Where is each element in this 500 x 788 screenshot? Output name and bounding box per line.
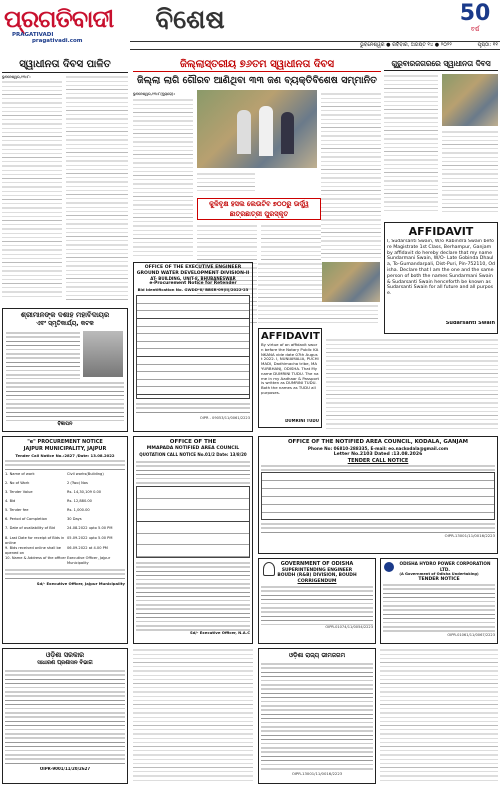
anniv-sub: ବର୍ଷ — [470, 26, 480, 33]
left-story-dateline: ଭୁବନେଶ୍ୱର,୧୩।୮: — [2, 75, 31, 79]
tender-gwdd-notice: e-Procurement Notice for Retender — [149, 281, 237, 286]
affidavit-mid-body: By virtue of an affidavit sworn before the Notary Public KANKANA vide date 07th August 2022. I, NUNIAMALIA, PUCHIMADI, Dadhimacha tribe, MAYURBHANJ, ODISHA. That My name DUMRINI TUDU. The name in my Aadhaar & Passport is written as DUMRINI TUDU. Both the names as TUDU all purposes. — [261, 343, 319, 395]
lead-story — [133, 58, 381, 258]
section-title: ବିଶେଷ — [155, 5, 225, 35]
tender-gwdd-terms — [136, 402, 250, 416]
hydro-tender — [380, 558, 498, 644]
date-bar — [130, 41, 500, 50]
tender-mmpada — [133, 436, 253, 644]
left-story-col1 — [2, 80, 62, 300]
mmpada-terms — [136, 561, 250, 631]
jajpur-item: 2. No of Work 2 (Two) Nos — [5, 481, 88, 485]
logo — [4, 4, 122, 44]
govt-title: GOVERNMENT OF ODISHA — [280, 561, 354, 567]
affidavit-right-sign: Sudarsanti Swain — [445, 321, 495, 326]
affidavit-right-title: AFFIDAVIT — [408, 225, 474, 238]
tender-gwdd — [133, 262, 253, 432]
logo-text: ପ୍ରଗତିବାଦୀ — [4, 4, 114, 33]
jajpur-sign: Sd/- Executive Officer, Jajpur Municipality — [36, 582, 125, 586]
bl-foot: OIPR-9001/11/20/2627 — [39, 767, 91, 771]
right-story-headline: ଗୁରୁବାରଜଗରରେ ସ୍ୱାଧୀନତା ଦିବସ — [384, 58, 498, 71]
jajpur-item: 8. Last Date for receipt of Bids in online 05.09.2022 upto 5.00 PM — [5, 536, 113, 545]
bm-foot: OIPR-13001/11/0016/2223 — [291, 772, 343, 776]
obituary-portrait — [83, 331, 123, 377]
govt-foot: OIPR-01074/11/0054/2223 — [325, 624, 373, 629]
lead-col1 — [133, 98, 193, 258]
right-col2 — [442, 130, 498, 214]
govt-odisha-ad — [258, 558, 376, 644]
govt-circle: BOUDH (R&B) DIVISION, BOUDH — [277, 573, 357, 578]
tender-gwdd-office: OFFICE OF THE EXECUTIVE ENGINEER — [144, 265, 242, 270]
bottom-mid-text — [133, 648, 253, 784]
anniv-number: 50 — [459, 1, 491, 26]
tender-gwdd-bid: Bid Identification No. GWDD-II/ BBSR-09(ii)/2022-23 — [137, 286, 249, 292]
jajpur-title: "e" PROCUREMENT NOTICE — [27, 439, 103, 445]
lead-col3 — [321, 92, 381, 258]
jajpur-item: 5. Tender fee Rs. 1,000.00 — [5, 508, 90, 512]
left-story-headline: ସ୍ୱାଧୀନତା ଦିବସ ପାଳିତ — [2, 58, 128, 73]
obituary-ad — [2, 308, 128, 432]
jajpur-items — [5, 472, 125, 566]
govt-body — [261, 585, 373, 625]
kodala-phone: Phone No: 06810-288335, E-mail: eo.nackodala@gmail.com — [307, 446, 449, 451]
mmpada-office: OFFICE OF THE — [169, 439, 217, 445]
mmpada-table — [136, 486, 250, 558]
tender-gwdd-foot: OIPR - 09053/11/0061/2223 — [199, 415, 250, 420]
logo-sub: PRAGATIVADI — [12, 32, 54, 38]
left-story — [2, 58, 128, 304]
tender-gwdd-addr: AT- BUILDING, UNIT-8, BHUBANESWAR — [150, 276, 236, 281]
left-story-col2 — [66, 75, 128, 300]
bm-title: ଓଡ଼ିଶା ରାଜ୍ୟ ଭୀମଜଗମ — [288, 652, 346, 659]
bl-sub: ସାଧାରଣ ପ୍ରଶାସନ ବିଭାଗ — [37, 660, 93, 666]
affidavit-right-body: I, Sudarsanti Swain, W/o Rabindra Swain before Magistrate 1st Class, Berhampur, Ganjam by affidavit do hereby declare that my name Sundarmani Swain, W/O- Late Gobinda Dhaula, To-Gumandarpali, Dist-Puri, Pin-752110, Odisha. Declare that I am the one and the same person of both the names Sundarmani Swain & Sudarsanti Swain henceforth be known as Sudarsanti Swain for all future and all purpose. — [387, 239, 495, 297]
jajpur-item: 9. Bids received online shall be opened on 06.09.2022 at 4.00 PM — [5, 546, 108, 555]
affidavit-right — [384, 222, 498, 334]
hydro-foot: OIPR-01061/11/0067/2223 — [447, 633, 495, 637]
bl-body — [5, 669, 125, 767]
lead-col2 — [197, 172, 255, 192]
jajpur-item: 3. Tender Value Rs. 14,30,109 0.00 — [5, 490, 102, 494]
right-body-text — [326, 338, 498, 432]
kodala-terms — [261, 522, 495, 534]
bottom-right-text — [380, 648, 498, 784]
affidavit-mid-title: AFFIDAVIT — [261, 331, 320, 342]
jajpur-item: 1. Name of work Civil works(Building) — [5, 472, 104, 476]
page-number: ପୃଷ୍ଠା: ୧୧ — [477, 42, 498, 48]
tender-gwdd-dept: GROUND WATER DEVELOPMENT DIVISION-II — [136, 270, 250, 276]
jajpur-item: 7. Date of availability of Bid 24.08.2022 upto 5.00 PM — [5, 526, 113, 530]
lead-headline: ଜିଲ୍ଲା ଲାଗି ଗୌରବ ଆଣିଥିବା ୩୩ ଜଣ ବ୍ୟକ୍ତିବିଶେଷ ସମ୍ମାନିତ — [137, 75, 377, 86]
obituary-headline: ଶ୍ରୀମାନଙ୍କ ଦଶାହ ମହାବିଦାୟର — [20, 311, 110, 319]
emblem-icon — [263, 562, 275, 576]
hydro-body — [383, 583, 495, 633]
lead-photo — [197, 90, 317, 168]
right-story — [384, 58, 498, 218]
jajpur-ref: Tender Call Notice No.:2827 /Date: 13.08.2022 — [15, 453, 115, 458]
lead-kicker: ଜିଲ୍ଲାସ୍ତରୀୟ ୭୬ତମ ସ୍ୱାଧୀନତା ଦିବସ — [133, 58, 381, 72]
jajpur-terms — [5, 568, 125, 582]
inset-headline: କୁଳିବୃକ୍ଷ ହସଲ ଲେଉଟିବ ୭୦୦ରୁ ଊର୍ଦ୍ଧ୍ୱ ଛାତ୍ରଛାତ୍ରୀ ପୁରସ୍କୃତ — [209, 200, 309, 218]
inset-story — [197, 198, 321, 220]
kodala-title: TENDER CALL NOTICE — [347, 457, 409, 464]
bottom-left-ad — [2, 648, 128, 784]
kodala-table — [261, 472, 495, 520]
right-photo — [442, 74, 498, 126]
ohpc-logo-icon — [384, 562, 394, 572]
lead-dateline: ଭୁବନେଶ୍ୱର,୧୩।୮(ବ୍ୟୁରୋ): — [133, 92, 176, 96]
kodala-intro — [261, 464, 495, 472]
bm-body — [261, 662, 373, 772]
govt-office: SUPERINTENDING ENGINEER — [281, 567, 353, 573]
tender-gwdd-table — [136, 295, 250, 399]
kodala-office: OFFICE OF THE NOTIFIED AREA COUNCIL, KODALA, GANJAM — [287, 439, 469, 445]
hydro-sub: (A Government of Odisha Undertaking) — [399, 572, 479, 576]
mmpada-intro — [136, 460, 250, 484]
bl-title: ଓଡ଼ିଶା ସରକାର — [45, 651, 85, 659]
hydro-title: ODISHA HYDRO POWER CORPORATION LTD. — [399, 561, 491, 572]
obituary-sub: ଏବଂ ସ୍ମୃତିକାର୍ଯ୍ୟ, କଟକ — [36, 320, 94, 327]
center-photo-small — [322, 262, 380, 302]
mmpada-office2: MMAPADA NOTIFIED AREA COUNCIL — [146, 446, 240, 451]
bottom-mid-ad — [258, 648, 376, 784]
hydro-notice: TENDER NOTICE — [418, 577, 460, 582]
right-col1 — [384, 74, 438, 214]
masthead — [0, 0, 500, 50]
jajpur-item: 10. Name & Address of the officer Executive Officer, Jajpur Municipality — [5, 556, 111, 565]
kodala-foot: OIPR-13001/11/0016/2223 — [444, 533, 495, 538]
anniversary-badge — [454, 2, 496, 40]
kodala-letter: Letter No.2103 Dated :13.08.2026 — [333, 451, 423, 457]
obituary-text2 — [6, 381, 124, 421]
mmpada-notice: QUOTATION CALL NOTICE No.01/2 Date: 13/8/20 — [139, 452, 247, 457]
tender-jajpur — [2, 436, 128, 644]
jajpur-office: JAJPUR MUNICIPALITY, JAJPUR — [23, 446, 107, 452]
jajpur-item: 4. Bid Rs. 12,880.00 — [5, 499, 92, 503]
affidavit-mid-sign: DUMRINI TUDU — [285, 419, 319, 423]
date-line: ଭୁବନେଶ୍ୱର ● ରବିବାର, ଅଗଷ୍ଟ ୧୪ ● ୨୦୨୨ — [360, 42, 452, 48]
jajpur-intro — [5, 459, 125, 471]
tender-kodala — [258, 436, 498, 554]
affidavit-mid — [258, 328, 322, 428]
site-url: pragativadi.com — [32, 38, 83, 44]
govt-notice: CORRIGENDUM — [297, 578, 337, 584]
jajpur-item: 6. Period of Completion 30 Days — [5, 517, 82, 521]
obituary-label: ବିଜ୍ଞାପନ — [57, 421, 73, 427]
obituary-text — [6, 331, 80, 379]
mmpada-sign: Sd/- Executive Officer, N.A.C — [189, 630, 250, 635]
